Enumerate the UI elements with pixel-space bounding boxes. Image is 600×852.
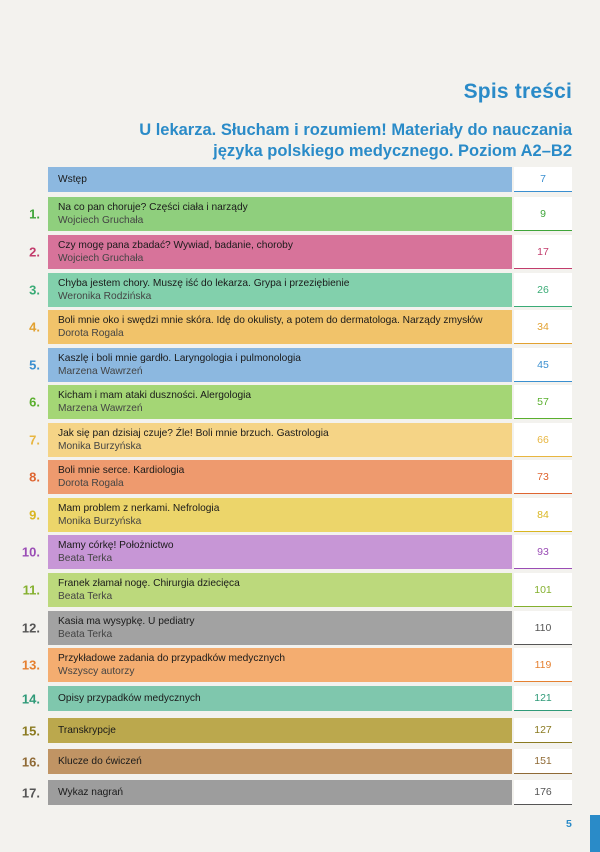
chapter-page-number: 84 xyxy=(514,498,572,532)
toc-entry[interactable] xyxy=(0,348,600,382)
chapter-page-number: 151 xyxy=(514,749,572,774)
chapter-page-number: 93 xyxy=(514,535,572,569)
chapter-title: Kasia ma wysypkę. U pediatry xyxy=(58,616,195,627)
chapter-page-number: 26 xyxy=(514,273,572,307)
chapter-number: 2. xyxy=(29,244,40,260)
toc-entry[interactable] xyxy=(0,460,600,494)
chapter-title: Chyba jestem chory. Muszę iść do lekarza. Grypa i przeziębienie xyxy=(58,278,350,289)
chapter-title: Boli mnie serce. Kardiologia xyxy=(58,465,185,476)
chapter-author: Monika Burzyńska xyxy=(58,516,142,527)
toc-entry[interactable] xyxy=(0,423,600,457)
chapter-bar xyxy=(48,423,512,457)
toc-entry[interactable] xyxy=(0,498,600,532)
chapter-author: Weronika Rodzińska xyxy=(58,291,152,302)
chapter-page-number: 176 xyxy=(514,780,572,805)
chapter-page-number: 119 xyxy=(514,648,572,682)
chapter-number: 15. xyxy=(21,723,40,738)
toc-entry[interactable] xyxy=(0,273,600,307)
chapter-author: Monika Burzyńska xyxy=(58,441,142,452)
chapter-bar xyxy=(48,385,512,419)
toc-entry[interactable] xyxy=(0,648,600,682)
toc-entry[interactable] xyxy=(0,167,600,192)
toc-entry[interactable] xyxy=(0,385,600,419)
toc-entry[interactable] xyxy=(0,718,600,743)
chapter-number: 3. xyxy=(29,282,40,298)
chapter-page-number: 101 xyxy=(514,573,572,607)
chapter-page-number: 9 xyxy=(514,197,572,231)
chapter-title: Kicham i mam ataki duszności. Alergologia xyxy=(58,390,252,401)
chapter-bar xyxy=(48,498,512,532)
chapter-title: Wstęp xyxy=(58,174,87,185)
chapter-title: Jak się pan dzisiaj czuje? Źle! Boli mnie brzuch. Gastrologia xyxy=(58,428,329,439)
chapter-title: Klucze do ćwiczeń xyxy=(58,756,142,767)
chapter-title: Na co pan choruje? Części ciała i narządy xyxy=(58,202,248,213)
chapter-page-number: 110 xyxy=(514,611,572,645)
chapter-bar xyxy=(48,197,512,231)
book-title xyxy=(52,120,572,162)
chapter-number: 1. xyxy=(29,206,40,222)
chapter-page-number: 17 xyxy=(514,235,572,269)
chapter-title: Przykładowe zadania do przypadków medycznych xyxy=(58,653,286,664)
toc-entry[interactable] xyxy=(0,235,600,269)
toc-entry[interactable] xyxy=(0,535,600,569)
chapter-author: Wojciech Gruchała xyxy=(58,215,144,226)
chapter-number: 6. xyxy=(29,394,40,410)
chapter-number: 9. xyxy=(29,507,40,523)
chapter-bar xyxy=(48,573,512,607)
chapter-page-number: 66 xyxy=(514,423,572,457)
chapter-number: 5. xyxy=(29,357,40,373)
chapter-author: Marzena Wawrzeń xyxy=(58,403,143,414)
chapter-number: 11. xyxy=(22,582,40,598)
toc-entry[interactable] xyxy=(0,686,600,711)
chapter-number: 16. xyxy=(21,754,40,769)
chapter-page-number: 45 xyxy=(514,348,572,382)
chapter-author: Wojciech Gruchała xyxy=(58,253,144,264)
chapter-author: Dorota Rogala xyxy=(58,478,124,489)
chapter-bar xyxy=(48,686,512,711)
chapter-author: Dorota Rogala xyxy=(58,328,124,339)
toc-entry[interactable] xyxy=(0,749,600,774)
chapter-number: 17. xyxy=(21,785,40,800)
toc-entry[interactable] xyxy=(0,197,600,231)
chapter-title: Mamy córkę! Położnictwo xyxy=(58,540,174,551)
chapter-page-number: 73 xyxy=(514,460,572,494)
chapter-title: Czy mogę pana zbadać? Wywiad, badanie, choroby xyxy=(58,240,293,251)
chapter-author: Beata Terka xyxy=(58,591,113,602)
chapter-page-number: 127 xyxy=(514,718,572,743)
book-title-line-2: języka polskiego medycznego. Poziom A2–B2 xyxy=(213,142,572,160)
chapter-author: Wszyscy autorzy xyxy=(58,666,135,677)
chapter-bar xyxy=(48,167,512,192)
toc-entry[interactable] xyxy=(0,310,600,344)
chapter-number: 4. xyxy=(29,319,40,335)
chapter-bar xyxy=(48,648,512,682)
page-title: Spis treści xyxy=(463,80,572,103)
chapter-page-number: 34 xyxy=(514,310,572,344)
chapter-number: 12. xyxy=(21,620,40,636)
chapter-title: Transkrypcje xyxy=(58,725,116,736)
chapter-title: Opisy przypadków medycznych xyxy=(58,693,201,704)
chapter-title: Wykaz nagrań xyxy=(58,787,124,798)
chapter-page-number: 7 xyxy=(514,167,572,192)
chapter-bar xyxy=(48,749,512,774)
chapter-bar xyxy=(48,348,512,382)
toc-entry[interactable] xyxy=(0,573,600,607)
chapter-bar xyxy=(48,535,512,569)
chapter-title: Franek złamał nogę. Chirurgia dziecięca xyxy=(58,578,240,589)
chapter-bar xyxy=(48,235,512,269)
chapter-bar xyxy=(48,780,512,805)
chapter-title: Kaszlę i boli mnie gardło. Laryngologia i pulmonologia xyxy=(58,353,301,364)
chapter-number: 8. xyxy=(29,469,40,485)
toc-entry[interactable] xyxy=(0,780,600,805)
book-title-line-1: U lekarza. Słucham i rozumiem! Materiały do nauczania xyxy=(139,121,572,139)
chapter-number: 14. xyxy=(21,691,40,706)
page-edge-rule xyxy=(590,815,600,852)
chapter-author: Marzena Wawrzeń xyxy=(58,366,143,377)
chapter-title: Mam problem z nerkami. Nefrologia xyxy=(58,503,220,514)
toc-entry[interactable] xyxy=(0,611,600,645)
chapter-number: 10. xyxy=(21,544,40,560)
chapter-author: Beata Terka xyxy=(58,553,113,564)
chapter-page-number: 121 xyxy=(514,686,572,711)
chapter-number: 13. xyxy=(21,657,40,673)
chapter-bar xyxy=(48,460,512,494)
chapter-page-number: 57 xyxy=(514,385,572,419)
chapter-bar xyxy=(48,273,512,307)
chapter-bar xyxy=(48,611,512,645)
chapter-bar xyxy=(48,718,512,743)
page-number: 5 xyxy=(566,818,572,830)
chapter-author: Beata Terka xyxy=(58,629,113,640)
chapter-number: 7. xyxy=(29,432,40,448)
chapter-title: Boli mnie oko i swędzi mnie skóra. Idę do okulisty, a potem do dermatologa. Narządy zmysłów xyxy=(58,315,483,326)
chapter-bar xyxy=(48,310,512,344)
